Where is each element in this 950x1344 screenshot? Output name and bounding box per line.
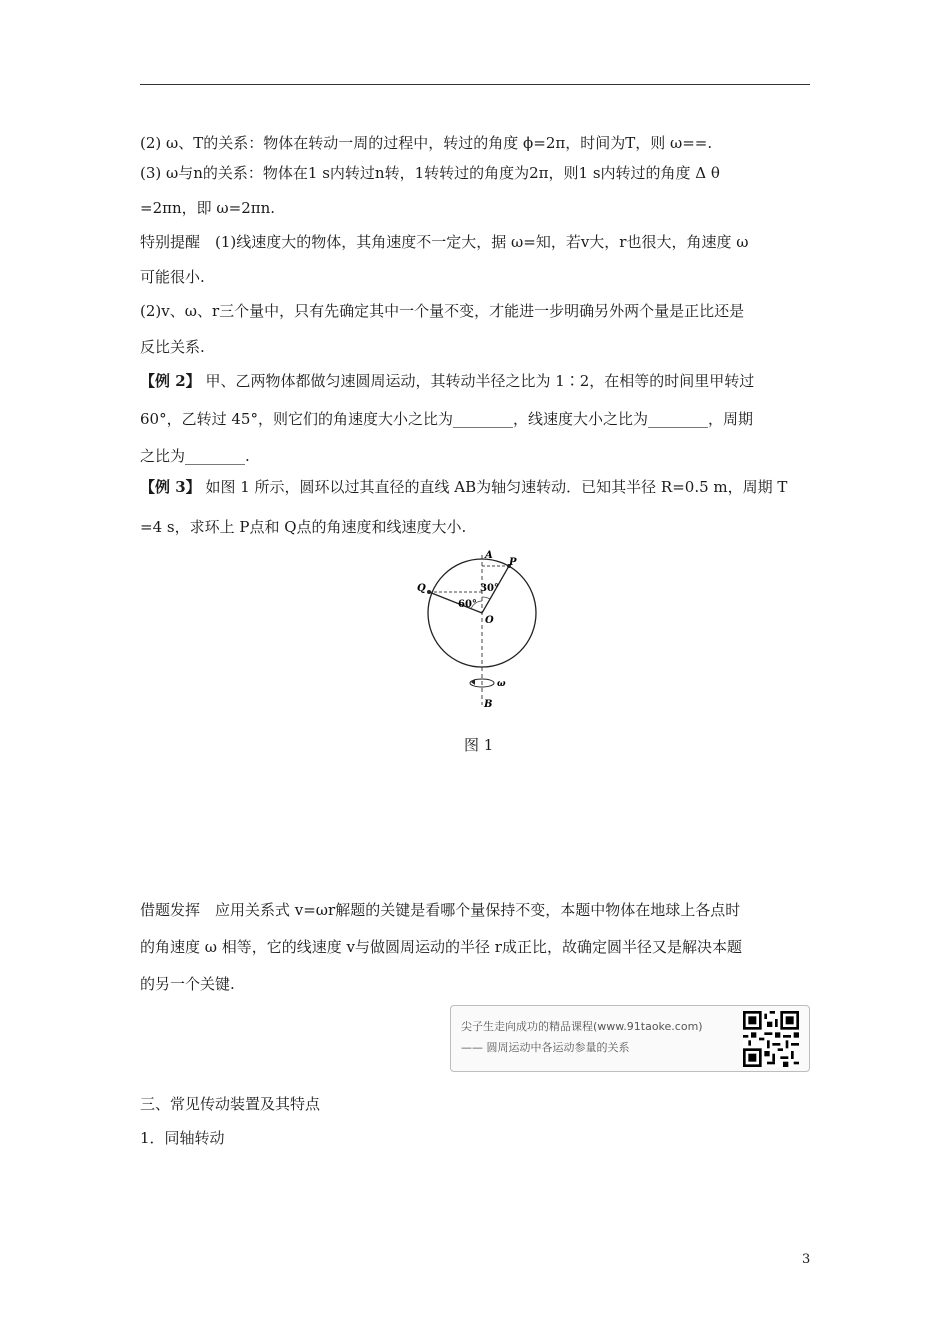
text-line-special-note-2: (2)v、ω、r三个量中，只有先确定其中一个量不变，才能进一步明确另外两个量是正比还是 [140, 302, 745, 320]
insight-line-1: 借题发挥 应用关系式 v=ωr解题的关键是看哪个量保持不变，本题中物体在地球上各点时 [140, 901, 741, 919]
subsection-heading-coaxial: 1．同轴转动 [140, 1129, 225, 1147]
example-3-text: 如图 1 所示，圆环以过其直径的直线 AB为轴匀速转动．已知其半径 R=0.5 m，周期 T [205, 478, 788, 496]
example-3-tag: 【例 3】 [140, 478, 201, 496]
qr-code-icon[interactable] [743, 1011, 799, 1067]
text-line-omega-n-result: =2πn，即 ω=2πn. [140, 199, 276, 217]
text-line-special-note-1-cont: 可能很小. [140, 268, 205, 286]
section-heading-transmission: 三、常见传动装置及其特点 [140, 1095, 321, 1113]
example-3-line [140, 477, 810, 497]
example-3-line-2: =4 s，求环上 P点和 Q点的角速度和线速度大小. [140, 518, 467, 536]
banner-title: 尖子生走向成功的精品课程(www.91taoke.com) [461, 1020, 703, 1033]
label-omega: ω [497, 679, 506, 689]
example-2-line-3: 之比为________. [140, 447, 250, 465]
figure-1-diagram [405, 545, 555, 710]
header-rule [140, 84, 810, 85]
figure-caption: 图 1 [464, 736, 494, 754]
text-line-special-note-2-cont: 反比关系. [140, 338, 205, 356]
banner-subtitle: —— 圆周运动中各运动参量的关系 [461, 1041, 630, 1054]
example-2-line-2: 60°，乙转过 45°，则它们的角速度大小之比为________，线速度大小之比为________，周期 [140, 410, 753, 428]
text-line-omega-n: (3) ω与n的关系：物体在1 s内转过n转，1转转过的角度为2π，则1 s内转过的角度 Δ θ [140, 164, 720, 182]
page-number: 3 [802, 1252, 811, 1267]
label-Q: Q [417, 583, 426, 594]
example-2-line [140, 371, 810, 391]
angle-label-60: 60° [458, 599, 477, 610]
label-A: A [485, 550, 493, 561]
course-banner[interactable] [450, 1005, 810, 1072]
insight-line-3: 的另一个关键. [140, 975, 235, 993]
text-line-special-note-1: 特别提醒 (1)线速度大的物体，其角速度不一定大，据 ω=知，若v大，r也很大，角速度 ω [140, 233, 749, 251]
label-B: B [484, 699, 493, 710]
angle-label-30: 30° [480, 583, 499, 594]
label-O: O [485, 615, 494, 626]
point-Q [427, 590, 431, 594]
example-2-tag: 【例 2】 [140, 372, 201, 390]
text-line-omega-T: (2) ω、T的关系：物体在转动一周的过程中，转过的角度 ϕ=2π，时间为T，则 ω==. [140, 134, 713, 152]
insight-line-2: 的角速度 ω 相等，它的线速度 v与做圆周运动的半径 r成正比，故确定圆半径又是解决本题 [140, 938, 742, 956]
angle-arc-30 [482, 597, 490, 599]
example-2-text: 甲、乙两物体都做匀速圆周运动，其转动半径之比为 1∶2，在相等的时间里甲转过 [205, 372, 755, 390]
label-P: P [509, 557, 517, 568]
